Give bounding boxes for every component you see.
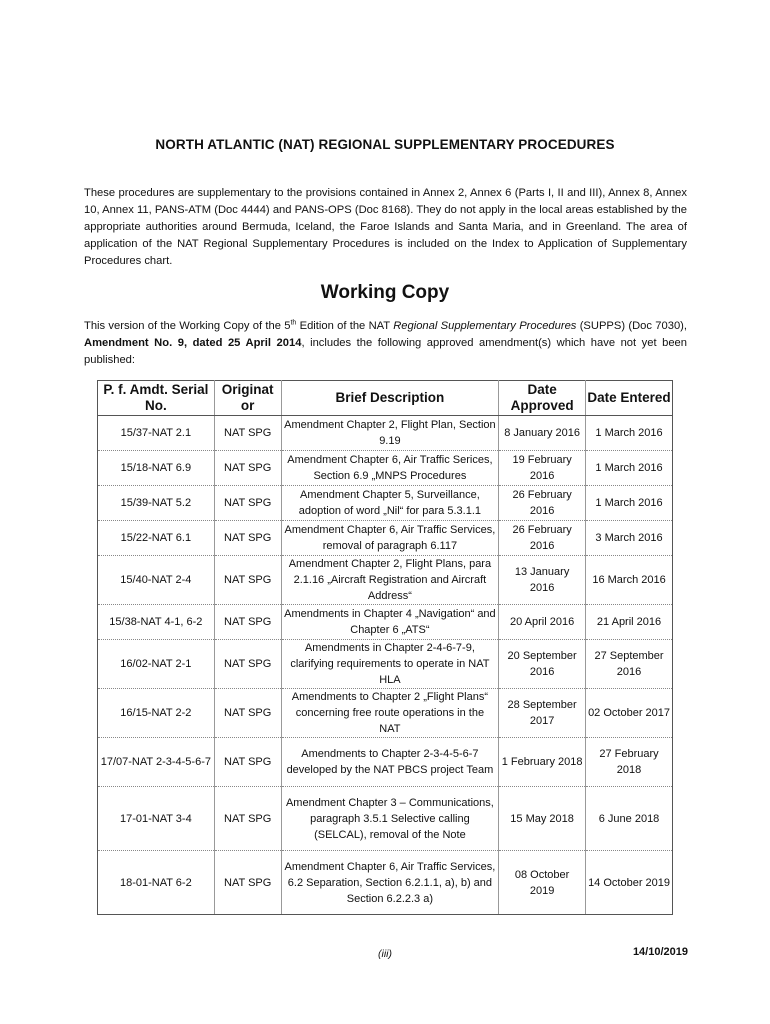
cell-approved: 1 February 2018: [499, 738, 586, 787]
table-row: [98, 451, 673, 486]
cell-serial: 15/39-NAT 5.2: [98, 486, 215, 521]
cell-serial: 16/02-NAT 2-1: [98, 640, 215, 689]
cell-approved: 08 October 2019: [499, 851, 586, 915]
cell-entered: 02 October 2017: [586, 689, 673, 738]
cell-entered: 3 March 2016: [586, 521, 673, 556]
header-originator: Originat or: [214, 381, 281, 416]
table-row: [98, 556, 673, 605]
page-number: (iii): [378, 948, 392, 960]
table-header-row: [98, 381, 673, 416]
cell-originator: NAT SPG: [214, 451, 281, 486]
cell-approved: 20 April 2016: [499, 605, 586, 640]
cell-approved: 26 February 2016: [499, 486, 586, 521]
cell-approved: 19 February 2016: [499, 451, 586, 486]
cell-entered: 27 September 2016: [586, 640, 673, 689]
header-serial-no: P. f. Amdt. Serial No.: [98, 381, 215, 416]
cell-serial: 17-01-NAT 3-4: [98, 787, 215, 851]
cell-entered: 1 March 2016: [586, 451, 673, 486]
version-italic-title: Regional Supplementary Procedures: [393, 320, 577, 332]
version-text-4: , includes the following approved amendment(s) which have not yet been published:: [84, 337, 687, 366]
cell-serial: 17/07-NAT 2-3-4-5-6-7: [98, 738, 215, 787]
cell-originator: NAT SPG: [214, 689, 281, 738]
version-text-1: This version of the Working Copy of the 5: [84, 320, 291, 332]
cell-serial: 15/37-NAT 2.1: [98, 416, 215, 451]
cell-description: Amendment Chapter 3 – Communications, paragraph 3.5.1 Selective calling (SELCAL), removal of the Note: [281, 787, 499, 851]
cell-approved: 20 September 2016: [499, 640, 586, 689]
cell-description: Amendment Chapter 2, Flight Plans, para 2.1.16 „Aircraft Registration and Aircraft Address“: [281, 556, 499, 605]
cell-description: Amendment Chapter 6, Air Traffic Services, removal of paragraph 6.117: [281, 521, 499, 556]
cell-entered: 16 March 2016: [586, 556, 673, 605]
cell-entered: 6 June 2018: [586, 787, 673, 851]
cell-originator: NAT SPG: [214, 605, 281, 640]
cell-serial: 15/40-NAT 2-4: [98, 556, 215, 605]
cell-entered: 21 April 2016: [586, 605, 673, 640]
cell-description: Amendments in Chapter 2-4-6-7-9, clarifying requirements to operate in NAT HLA: [281, 640, 499, 689]
cell-entered: 27 February 2018: [586, 738, 673, 787]
cell-serial: 15/38-NAT 4-1, 6-2: [98, 605, 215, 640]
cell-description: Amendment Chapter 6, Air Traffic Services, 6.2 Separation, Section 6.2.1.1, a), b) and Section 6.2.2.3 a): [281, 851, 499, 915]
footer-date: 14/10/2019: [632, 946, 688, 958]
version-text-2: Edition of the NAT: [296, 320, 394, 332]
cell-description: Amendments to Chapter 2 „Flight Plans“ concerning free route operations in the NAT: [281, 689, 499, 738]
cell-entered: 1 March 2016: [586, 416, 673, 451]
cell-description: Amendment Chapter 6, Air Traffic Serices, Section 6.9 „MNPS Procedures: [281, 451, 499, 486]
cell-originator: NAT SPG: [214, 851, 281, 915]
cell-serial: 18-01-NAT 6-2: [98, 851, 215, 915]
header-date-entered: Date Entered: [586, 381, 673, 416]
cell-originator: NAT SPG: [214, 640, 281, 689]
working-copy-heading: Working Copy: [320, 282, 450, 303]
document-title: NORTH ATLANTIC (NAT) REGIONAL SUPPLEMENTARY PROCEDURES: [155, 137, 615, 152]
version-amendment: Amendment No. 9, dated 25 April 2014: [84, 337, 302, 349]
cell-originator: NAT SPG: [214, 416, 281, 451]
cell-serial: 16/15-NAT 2-2: [98, 689, 215, 738]
table-row: [98, 640, 673, 689]
amendments-table: [97, 380, 673, 915]
version-superscript: th: [290, 319, 297, 327]
table-row: [98, 416, 673, 451]
cell-description: Amendment Chapter 2, Flight Plan, Section 9.19: [281, 416, 499, 451]
cell-approved: 15 May 2018: [499, 787, 586, 851]
cell-originator: NAT SPG: [214, 486, 281, 521]
table-row: [98, 787, 673, 851]
version-text-3: (SUPPS) (Doc 7030),: [576, 320, 687, 332]
cell-entered: 14 October 2019: [586, 851, 673, 915]
cell-description: Amendments to Chapter 2-3-4-5-6-7 developed by the NAT PBCS project Team: [281, 738, 499, 787]
table-row: [98, 738, 673, 787]
cell-serial: 15/22-NAT 6.1: [98, 521, 215, 556]
cell-originator: NAT SPG: [214, 556, 281, 605]
cell-approved: 28 September 2017: [499, 689, 586, 738]
cell-approved: 8 January 2016: [499, 416, 586, 451]
cell-entered: 1 March 2016: [586, 486, 673, 521]
cell-originator: NAT SPG: [214, 521, 281, 556]
cell-approved: 26 February 2016: [499, 521, 586, 556]
version-paragraph: [84, 318, 687, 369]
cell-approved: 13 January 2016: [499, 556, 586, 605]
table-row: [98, 521, 673, 556]
cell-description: Amendments in Chapter 4 „Navigation“ and Chapter 6 „ATS“: [281, 605, 499, 640]
table-row: [98, 605, 673, 640]
table-row: [98, 486, 673, 521]
header-brief-description: Brief Description: [281, 381, 499, 416]
intro-paragraph: These procedures are supplementary to the provisions contained in Annex 2, Annex 6 (Parts I, II and III), Annex 8, Annex 10, Annex 11, PANS-ATM (Doc 4444) and PANS-OPS (Doc 8168). They do not apply in the local areas established by the appropriate authorities around Bermuda, Iceland, the Faroe Islands and Santa Maria, and in Greenland. The area of application of the NAT Regional Supplementary Procedures is included on the Index to Application of Supplementary Procedures chart.: [84, 187, 687, 267]
cell-originator: NAT SPG: [214, 787, 281, 851]
cell-originator: NAT SPG: [214, 738, 281, 787]
table-row: [98, 851, 673, 915]
cell-description: Amendment Chapter 5, Surveillance, adoption of word „Nil“ for para 5.3.1.1: [281, 486, 499, 521]
table-row: [98, 689, 673, 738]
cell-serial: 15/18-NAT 6.9: [98, 451, 215, 486]
header-date-approved: Date Approved: [499, 381, 586, 416]
